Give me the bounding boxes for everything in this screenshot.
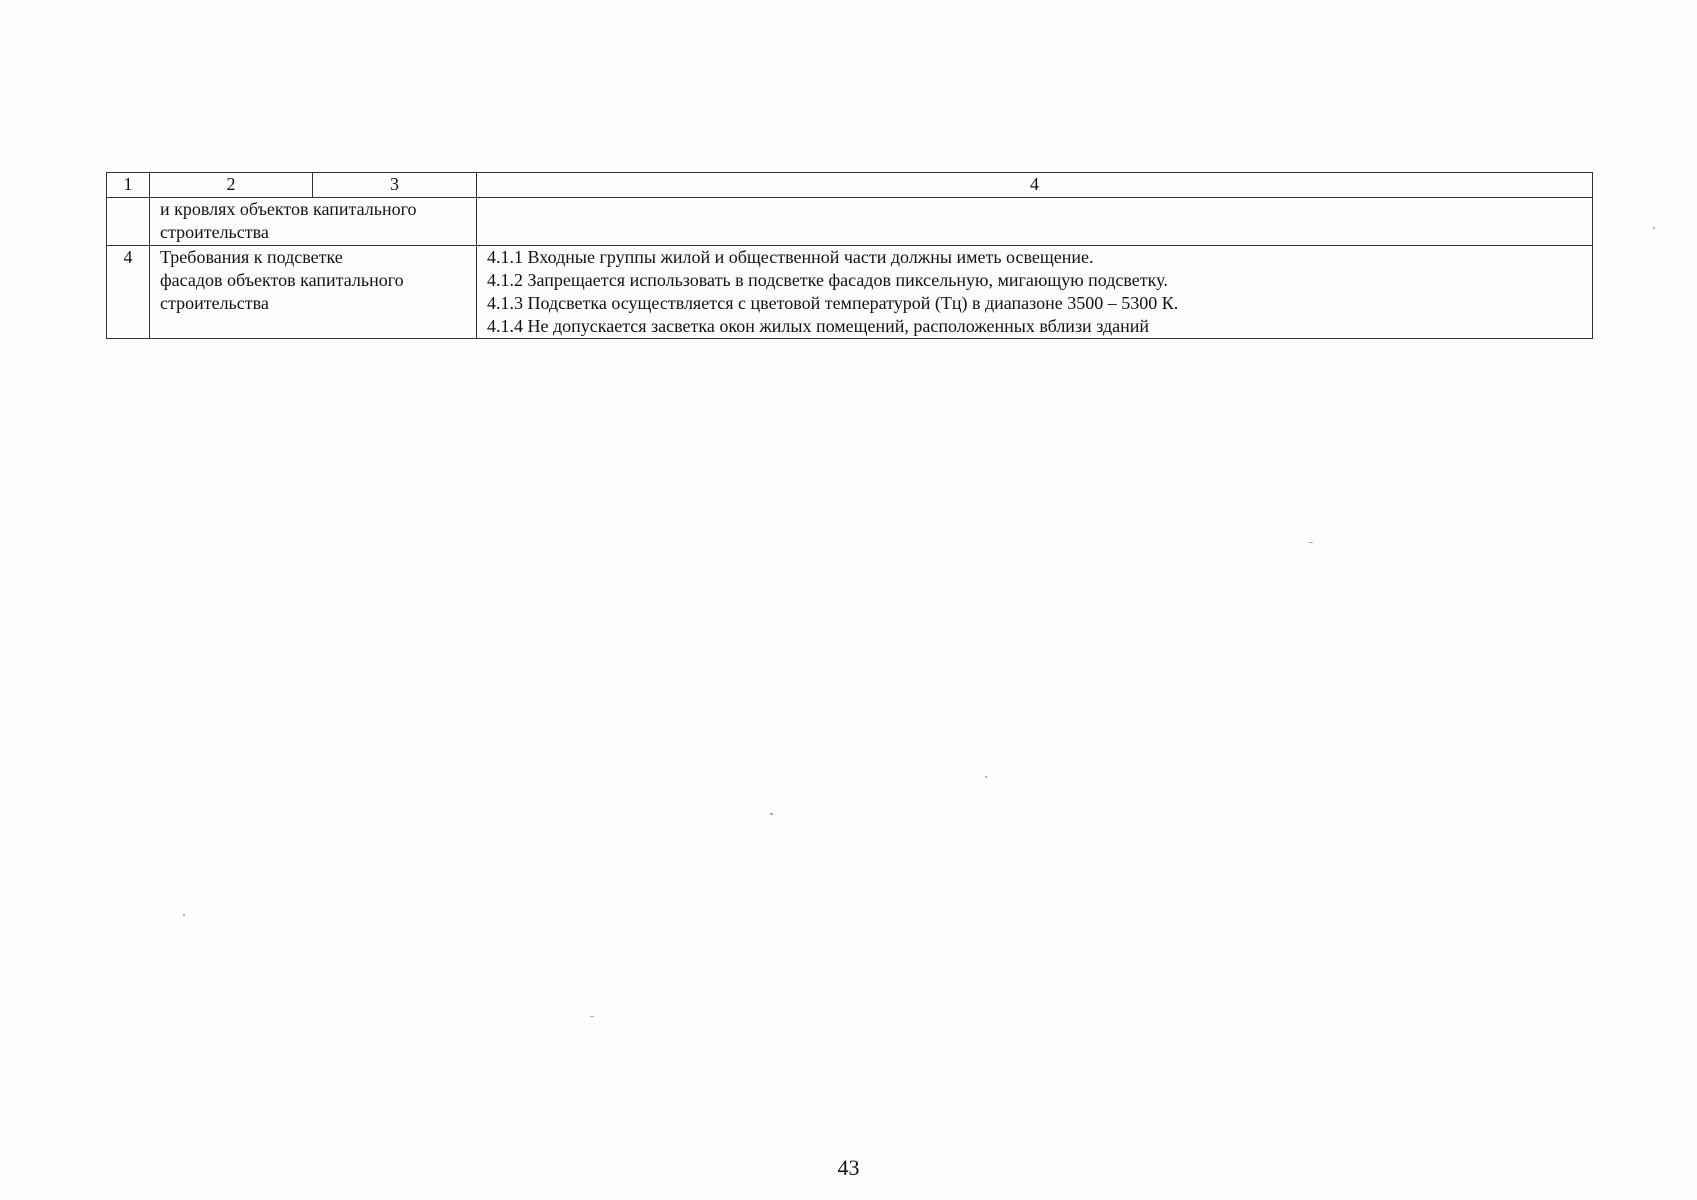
row-name-line: фасадов объектов капитального bbox=[160, 270, 404, 290]
header-col-4: 4 bbox=[477, 173, 1593, 198]
scan-speck bbox=[1653, 227, 1655, 229]
requirement-line: 4.1.1 Входные группы жилой и общественной части должны иметь освещение. bbox=[487, 247, 1094, 267]
scan-speck bbox=[1309, 542, 1313, 543]
scan-speck bbox=[590, 1016, 594, 1017]
header-col-3: 3 bbox=[313, 173, 477, 198]
requirement-line: 4.1.2 Запрещается использовать в подсветке фасадов пиксельную, мигающую подсветку. bbox=[487, 270, 1168, 290]
page-number: 43 bbox=[837, 1155, 860, 1180]
header-col-2: 2 bbox=[150, 173, 313, 198]
row-name-cell bbox=[150, 246, 477, 339]
row-name-line: Требования к подсветке bbox=[160, 247, 343, 267]
row-name-line: и кровлях объектов капитального bbox=[160, 199, 417, 219]
requirement-line: 4.1.3 Подсветка осуществляется с цветовой температурой (Тц) в диапазоне 3500 – 5300 К. bbox=[487, 293, 1179, 313]
header-col-1: 1 bbox=[107, 173, 150, 198]
row-number bbox=[107, 198, 150, 246]
table-row bbox=[107, 198, 1593, 246]
row-name-line: строительства bbox=[160, 222, 269, 242]
row-number: 4 bbox=[107, 246, 150, 339]
scan-speck bbox=[183, 914, 185, 916]
row-name-line: строительства bbox=[160, 293, 269, 313]
requirements-table bbox=[106, 172, 1593, 339]
row-requirements-cell bbox=[477, 198, 1593, 246]
requirement-line: 4.1.4 Не допускается засветка окон жилых помещений, расположенных вблизи зданий bbox=[487, 316, 1150, 336]
scan-speck bbox=[985, 776, 987, 778]
row-requirements-cell bbox=[477, 246, 1593, 339]
table-row bbox=[107, 246, 1593, 339]
row-name-cell bbox=[150, 198, 477, 246]
table-header-row bbox=[107, 173, 1593, 198]
scan-speck bbox=[770, 813, 773, 815]
